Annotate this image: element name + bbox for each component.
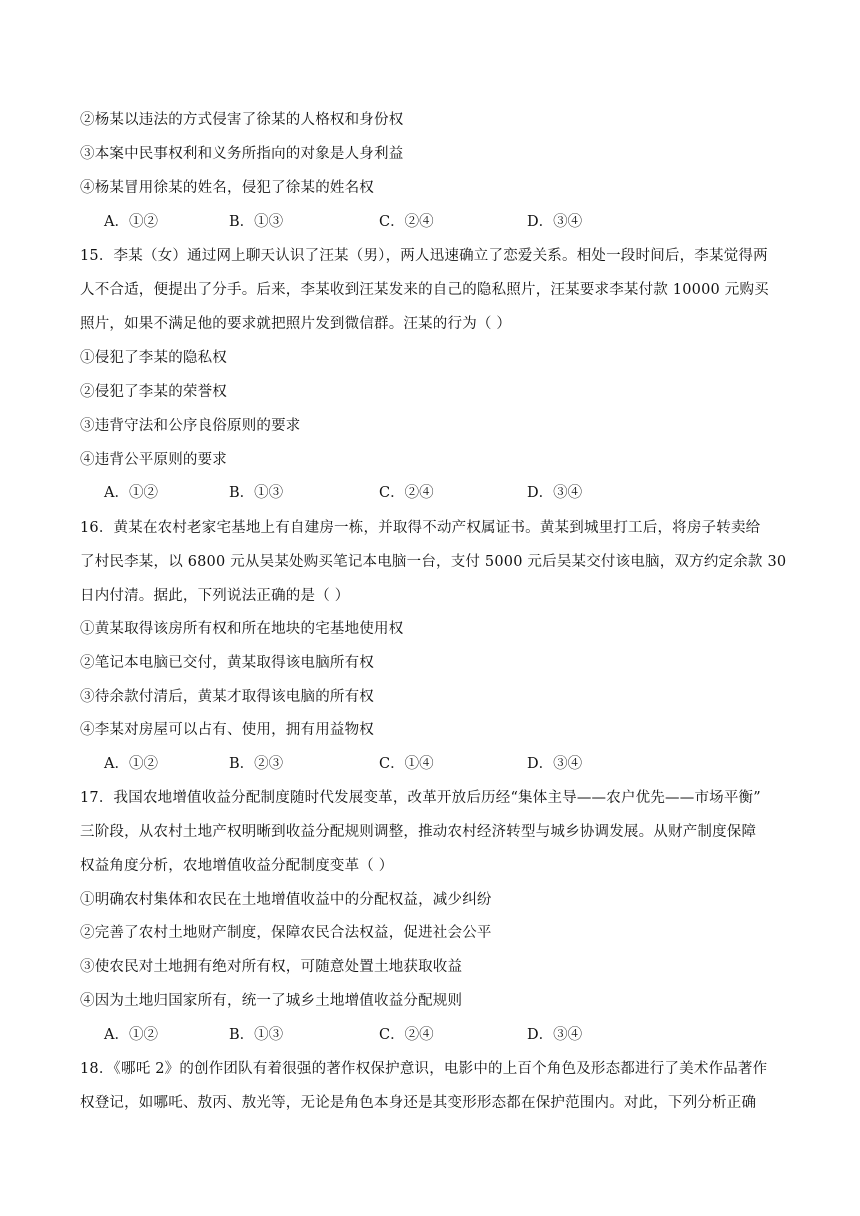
q18-stem-line-2: 权登记，如哪吒、敖丙、敖光等，无论是角色本身还是其变形形态都在保护范围内。对此，下列分析正确	[80, 1095, 757, 1111]
q14-statement-3: ③本案中民事权利和义务所指向的对象是人身利益	[80, 146, 404, 162]
q15-option-b[interactable]: B．①③	[229, 485, 284, 501]
q15-statement-2: ②侵犯了李某的荣誉权	[80, 384, 227, 400]
q17-option-d[interactable]: D．③④	[527, 1027, 583, 1043]
q15-stem-line-3: 照片，如果不满足他的要求就把照片发到微信群。汪某的行为（ ）	[80, 316, 512, 332]
q16-option-c[interactable]: C．①④	[379, 756, 434, 772]
q14-option-b[interactable]: B．①③	[229, 214, 284, 230]
q14-statement-2: ②杨某以违法的方式侵害了徐某的人格权和身份权	[80, 112, 404, 128]
q16-statement-1: ①黄某取得该房所有权和所在地块的宅基地使用权	[80, 621, 404, 637]
q16-option-a[interactable]: A．①②	[104, 756, 158, 772]
q15-option-a[interactable]: A．①②	[104, 485, 158, 501]
q18-stem-line-1: 18．《哪吒 2》的创作团队有着很强的著作权保护意识，电影中的上百个角色及形态都进行了美术作品著作	[80, 1061, 768, 1077]
q17-statement-4: ④因为土地归国家所有，统一了城乡土地增值收益分配规则	[80, 993, 463, 1009]
q16-statement-2: ②笔记本电脑已交付，黄某取得该电脑所有权	[80, 655, 374, 671]
q17-stem-line-2: 三阶段，从农村土地产权明晰到收益分配规则调整，推动农村经济转型与城乡协调发展。从财产制度保障	[80, 824, 757, 840]
q16-stem-line-2: 了村民李某，以 6800 元从吴某处购买笔记本电脑一台，支付 5000 元后吴某交付该电脑，双方约定余款 30	[80, 554, 787, 570]
q17-option-c[interactable]: C．②④	[379, 1027, 434, 1043]
q17-option-b[interactable]: B．①③	[229, 1027, 284, 1043]
q16-stem-line-3: 日内付清。据此，下列说法正确的是（ ）	[80, 588, 350, 604]
q17-statement-3: ③使农民对土地拥有绝对所有权，可随意处置土地获取收益	[80, 959, 463, 975]
q16-stem-line-1: 16．黄某在农村老家宅基地上有自建房一栋，并取得不动产权属证书。黄某到城里打工后，将房子转卖给	[80, 520, 761, 536]
q15-option-c[interactable]: C．②④	[379, 485, 434, 501]
q14-option-d[interactable]: D．③④	[527, 214, 583, 230]
q17-stem-line-1: 17．我国农地增值收益分配制度随时代发展变革，改革开放后历经“集体主导——农户优先——市场平衡”	[80, 790, 761, 806]
q15-statement-1: ①侵犯了李某的隐私权	[80, 350, 227, 366]
q15-stem-line-2: 人不合适，便提出了分手。后来，李某收到汪某发来的自己的隐私照片，汪某要求李某付款 10000 元购买	[80, 282, 769, 298]
q16-statement-4: ④李某对房屋可以占有、使用，拥有用益物权	[80, 722, 374, 738]
q15-stem-line-1: 15．李某（女）通过网上聊天认识了汪某（男），两人迅速确立了恋爱关系。相处一段时间后，李某觉得两	[80, 248, 768, 264]
q14-option-c[interactable]: C．②④	[379, 214, 434, 230]
q17-stem-line-3: 权益角度分析，农地增值收益分配制度变革（ ）	[80, 858, 394, 874]
q17-statement-1: ①明确农村集体和农民在土地增值收益中的分配权益，减少纠纷	[80, 892, 492, 908]
q15-option-d[interactable]: D．③④	[527, 485, 583, 501]
q17-statement-2: ②完善了农村土地财产制度，保障农民合法权益，促进社会公平	[80, 925, 492, 941]
q16-statement-3: ③待余款付清后，黄某才取得该电脑的所有权	[80, 689, 374, 705]
q16-option-b[interactable]: B．②③	[229, 756, 284, 772]
q15-statement-4: ④违背公平原则的要求	[80, 452, 227, 468]
q17-option-a[interactable]: A．①②	[104, 1027, 158, 1043]
q14-statement-4: ④杨某冒用徐某的姓名，侵犯了徐某的姓名权	[80, 180, 374, 196]
q16-option-d[interactable]: D．③④	[527, 756, 583, 772]
q15-statement-3: ③违背守法和公序良俗原则的要求	[80, 418, 301, 434]
q14-option-a[interactable]: A．①②	[104, 214, 158, 230]
